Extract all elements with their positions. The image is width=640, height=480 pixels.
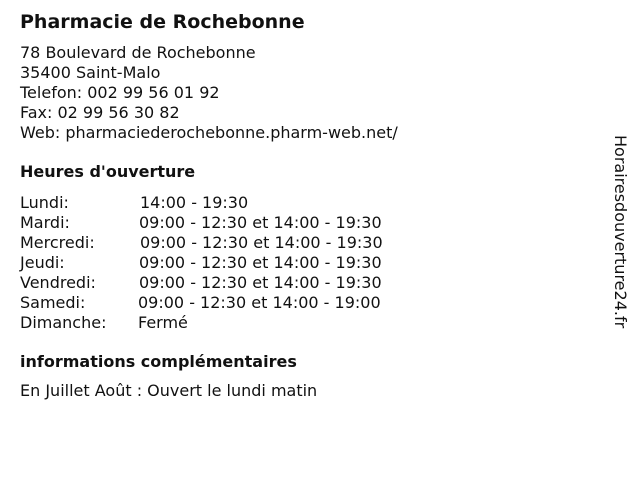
address-block: [20, 43, 600, 143]
hours-row-lundi: [20, 193, 600, 213]
hours-value: 09:00 - 12:30 et 14:00 - 19:30: [140, 233, 383, 252]
day-label: Vendredi:: [20, 273, 96, 292]
opening-hours-heading: Heures d'ouverture: [20, 162, 196, 181]
website-link[interactable]: Web: pharmaciederochebonne.pharm-web.net/: [20, 123, 398, 142]
opening-hours-table: [20, 193, 600, 333]
hours-row-vendredi: [20, 273, 600, 293]
day-label: Samedi:: [20, 293, 86, 312]
hours-row-samedi: [20, 293, 600, 313]
watermark-text: Horairesdouverture24.fr: [611, 135, 630, 329]
phone-number: Telefon: 002 99 56 01 92: [20, 83, 220, 102]
site-watermark: [610, 135, 630, 355]
pharmacy-name: Pharmacie de Rochebonne: [20, 11, 305, 33]
hours-row-jeudi: [20, 253, 600, 273]
day-label: Jeudi:: [20, 253, 65, 272]
hours-value: 14:00 - 19:30: [140, 193, 249, 212]
hours-value: 09:00 - 12:30 et 14:00 - 19:30: [139, 273, 382, 292]
day-label: Mardi:: [20, 213, 70, 232]
day-label: Lundi:: [20, 193, 69, 212]
additional-info-heading: informations complémentaires: [20, 352, 297, 371]
day-label: Dimanche:: [20, 313, 107, 332]
hours-value: Fermé: [138, 313, 188, 332]
hours-row-mercredi: [20, 233, 600, 253]
fax-number: Fax: 02 99 56 30 82: [20, 103, 180, 122]
postal-city: 35400 Saint-Malo: [20, 63, 161, 82]
hours-value: 09:00 - 12:30 et 14:00 - 19:30: [139, 253, 382, 272]
additional-info-text: En Juillet Août : Ouvert le lundi matin: [20, 381, 318, 400]
hours-row-mardi: [20, 213, 600, 233]
hours-value: 09:00 - 12:30 et 14:00 - 19:00: [138, 293, 381, 312]
pharmacy-card: [20, 10, 600, 401]
day-label: Mercredi:: [20, 233, 95, 252]
hours-value: 09:00 - 12:30 et 14:00 - 19:30: [139, 213, 382, 232]
street-address: 78 Boulevard de Rochebonne: [20, 43, 256, 62]
hours-row-dimanche: [20, 313, 600, 333]
